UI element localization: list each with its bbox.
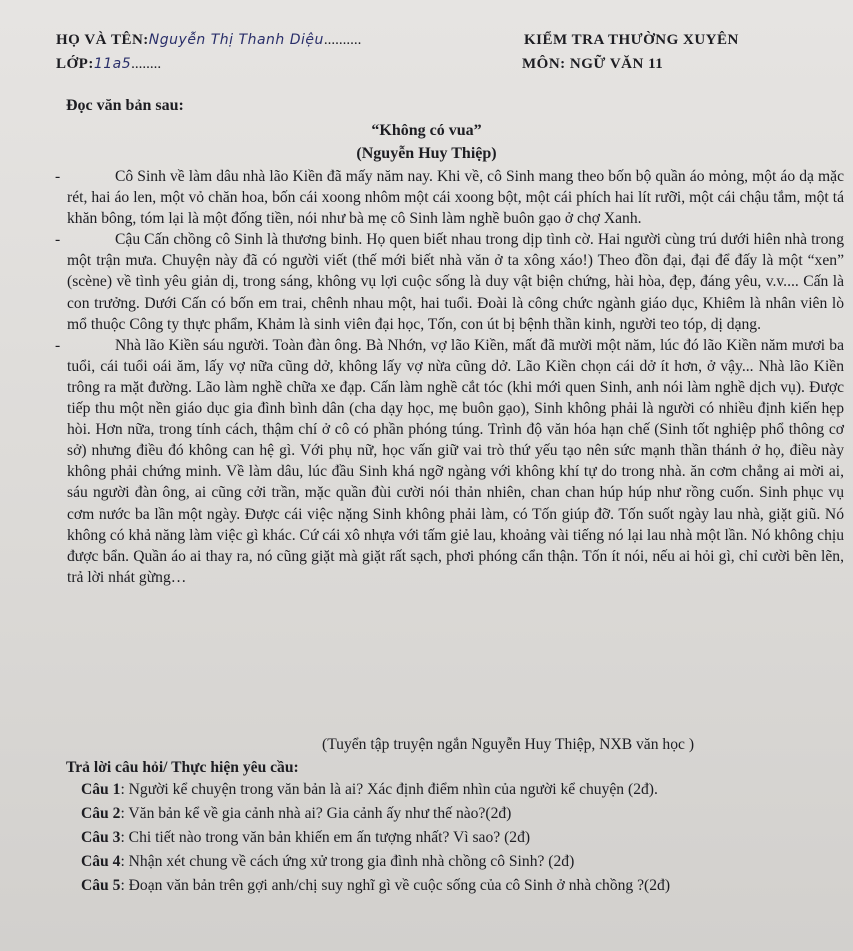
question-text: : Người kể chuyện trong văn bản là ai? Xác định điểm nhìn của người kể chuyện (2đ). — [120, 781, 658, 798]
question-text: : Nhận xét chung về cách ứng xử trong gia đình nhà chồng cô Sinh? (2đ) — [120, 853, 575, 870]
question-label: Câu 3 — [81, 829, 121, 846]
question-text: : Văn bản kể về gia cảnh nhà ai? Gia cảnh ấy như thế nào?(2đ) — [120, 805, 512, 822]
paragraph-text: Nhà lão Kiền sáu người. Toàn đàn ông. Bà Nhớn, vợ lão Kiền, mất đã mười một năm, lúc đó lão Kiền năm mươi ba tuổi, cái tuổi oái ăm, lấy vợ nữa cũng dở, không lấy vợ nừa cũng dở. Lão Kiền chọn cái dở ít hơn, ở vậy... Nhà lão Kiền trông ra mặt đường. Lão làm nghề chữa xe đạp. Cấn làm nghề cắt tóc (khi mới quen Sinh, anh nói làm nghề dịch vụ). Được tiếp thu một nền giáo dục gia đình bình dân (cha dạy học, mẹ buôn gạo), Sinh không phải là người có nhiều định kiến hẹp hòi. Hơn nữa, trong tính cách, thậm chí ở cô có phần phóng túng. Trình độ văn hóa hạn chế (Sinh tốt nghiệp phổ thông cơ sở) nhưng điều đó không can hệ gì. Với phụ nữ, học vấn giữ vai trò thứ yếu tạo nên sức mạnh thần thánh ở họ, điều này không phải chứng minh. Về làm dâu, lúc đầu Sinh khá ngỡ ngàng với không khí tự do trong nhà. ăn cơm chẳng ai mời ai, sáu người đàn ông, ai cũng cởi trần, mặc quần đùi cười nói thản nhiên, chan chan húp húp như rồng cuốn. Sinh phục vụ cơm nước ba lần một ngày. Được cái việc nặng Sinh không phải làm, có Tốn giúp đỡ. Tốn suốt ngày lau nhà, giặt giũ. Nó không có khả năng làm việc gì khác. Cứ cái xô nhựa với tấm giẻ lau, khoảng vài tiếng nó lại lau nhà một lần. Nó không chịu được bẩn. Quần áo ai thay ra, nó cũng giặt mà giặt rất sạch, phơi phóng cẩn thận. Tốn ít nói, nếu ai hỏi gì, chỉ cười bẽn lẽn, trả lời nhát gừng… — [67, 336, 844, 586]
question-3 — [81, 829, 530, 847]
test-title: KIỂM TRA THƯỜNG XUYÊN — [524, 32, 739, 48]
bullet-dash: - — [55, 231, 61, 249]
question-text: : Đoạn văn bản trên gợi anh/chị suy nghĩ gì về cuộc sống của cô Sinh ở nhà chồng ?(2đ) — [120, 877, 671, 894]
work-title: “Không có vua” — [371, 122, 482, 139]
reading-instruction: Đọc văn bản sau: — [66, 97, 184, 114]
bullet-dash: - — [55, 336, 61, 354]
passage-paragraph — [55, 229, 844, 334]
paragraph-text: Cậu Cấn chồng cô Sinh là thương binh. Họ quen biết nhau trong dịp tình cờ. Hai người cùng trú dưới hiên nhà trong một trận mưa. Chuyện này đã có người viết (thế mới biết nhà văn ở ta xông xáo!) Theo đồn đại, đại để đấy là một “xen” (scène) về tình yêu giản dị, trong sáng, không vụ lợi cuộc sống là duy vật biện chứng, hài hòa, đẹp, đáng yêu, v.v.... Cấn là con trưởng. Dưới Cấn có bốn em trai, chênh nhau một, hai tuổi. Đoài là công chức ngành giáo dục, Khiêm là nhân viên lò mổ thuộc Công ty thực phẩm, Khảm là sinh viên đại học, Tốn, con út bị bệnh thần kinh, người teo tóp, dị dạng. — [67, 231, 844, 333]
student-name-handwritten: Nguyễn Thị Thanh Diệu — [148, 32, 324, 48]
class-label: LỚP: — [56, 56, 94, 72]
question-4 — [81, 853, 574, 871]
question-2 — [81, 805, 511, 823]
source-citation: (Tuyển tập truyện ngắn Nguyễn Huy Thiệp, NXB văn học ) — [322, 736, 695, 753]
question-text: : Chi tiết nào trong văn bản khiến em ấn tượng nhất? Vì sao? (2đ) — [120, 829, 531, 846]
question-label: Câu 2 — [81, 805, 121, 822]
paragraph-text: Cô Sinh về làm dâu nhà lão Kiền đã mấy năm nay. Khi về, cô Sinh mang theo bốn bộ quần áo mỏng, một áo dạ mặc rét, hai áo len, một vỏ chăn hoa, bốn cái xoong nhôm một cái xoong bột, một cái phích hai lít rưỡi, một cái chậu tắm, một tá khăn bông, tóm lại là một đống tiền, nói như bà mẹ cô Sinh làm nghề buôn gạo ở chợ Xanh. — [67, 168, 844, 228]
work-author: (Nguyễn Huy Thiệp) — [356, 145, 497, 162]
question-label: Câu 4 — [81, 853, 121, 870]
passage-paragraph — [55, 335, 844, 588]
name-label: HỌ VÀ TÊN: — [56, 32, 149, 48]
bullet-dash: - — [55, 168, 61, 185]
passage-paragraph — [55, 166, 844, 229]
reading-passage — [55, 166, 844, 588]
student-name-line — [56, 32, 361, 49]
subject-title: MÔN: NGỮ VĂN 11 — [522, 56, 664, 72]
class-dotted-line: ........ — [131, 56, 162, 72]
question-5 — [81, 877, 670, 895]
class-line — [56, 56, 161, 73]
name-dotted-line: .......... — [323, 32, 362, 48]
questions-heading: Trả lời câu hỏi/ Thực hiện yêu cầu: — [66, 759, 299, 776]
class-handwritten: 11a5 — [93, 56, 132, 72]
question-label: Câu 1 — [81, 781, 121, 798]
question-label: Câu 5 — [81, 877, 121, 894]
question-1 — [81, 781, 658, 799]
